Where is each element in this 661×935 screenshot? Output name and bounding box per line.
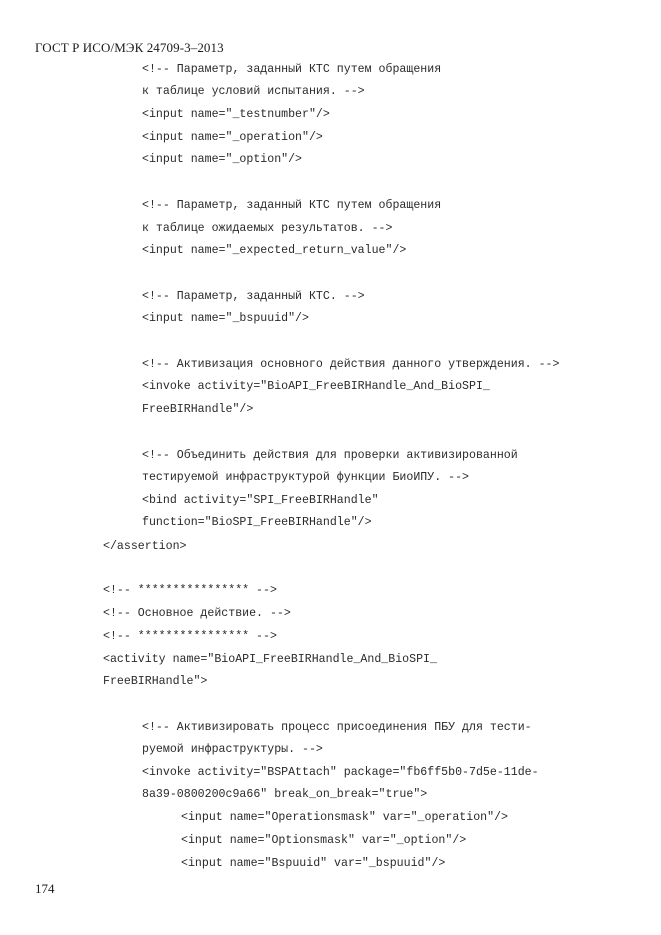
code-line: <input name="_testnumber"/> [142, 108, 330, 121]
code-line: <invoke activity="BSPAttach" package="fb6ff5b0-7d5e-11de- [142, 766, 539, 779]
code-line: <!-- Активизировать процесс присоединения ПБУ для тести- [142, 721, 532, 734]
code-line: </assertion> [103, 540, 187, 553]
code-line: <input name="_bspuuid"/> [142, 312, 309, 325]
code-line: руемой инфраструктуры. --> [142, 743, 323, 756]
code-line: <!-- **************** --> [103, 630, 277, 643]
code-line: <!-- Основное действие. --> [103, 607, 291, 620]
code-line: <input name="Optionsmask" var="_option"/> [181, 834, 467, 847]
code-line: <input name="_operation"/> [142, 131, 323, 144]
code-line: <!-- Объединить действия для проверки активизированной [142, 449, 518, 462]
page-number: 174 [35, 881, 55, 896]
code-line: <!-- **************** --> [103, 584, 277, 597]
code-line: <!-- Активизация основного действия данного утверждения. --> [142, 358, 560, 371]
code-line: <input name="_option"/> [142, 153, 303, 166]
code-line: <input name="Operationsmask" var="_operation"/> [181, 811, 508, 824]
document-header: ГОСТ Р ИСО/МЭК 24709-3–2013 [35, 40, 224, 55]
code-line: <invoke activity="BioAPI_FreeBIRHandle_And_BioSPI_ [142, 380, 490, 393]
code-line: <input name="Bspuuid" var="_bspuuid"/> [181, 857, 446, 870]
code-line: к таблице ожидаемых результатов. --> [142, 222, 393, 235]
code-line: FreeBIRHandle"> [103, 675, 208, 688]
code-line: <activity name="BioAPI_FreeBIRHandle_And_BioSPI_ [103, 653, 437, 666]
code-line: к таблице условий испытания. --> [142, 85, 365, 98]
code-line: FreeBIRHandle"/> [142, 403, 254, 416]
code-line: <input name="_expected_return_value"/> [142, 244, 407, 257]
code-line: 8a39-0800200c9a66" break_on_break="true"> [142, 788, 428, 801]
code-line: <bind activity="SPI_FreeBIRHandle" [142, 494, 379, 507]
code-line: <!-- Параметр, заданный КТС путем обращения [142, 63, 442, 76]
code-line: <!-- Параметр, заданный КТС путем обращения [142, 199, 442, 212]
code-line: <!-- Параметр, заданный КТС. --> [142, 290, 365, 303]
code-line: тестируемой инфраструктурой функции БиоИПУ. --> [142, 471, 469, 484]
code-line: function="BioSPI_FreeBIRHandle"/> [142, 516, 372, 529]
